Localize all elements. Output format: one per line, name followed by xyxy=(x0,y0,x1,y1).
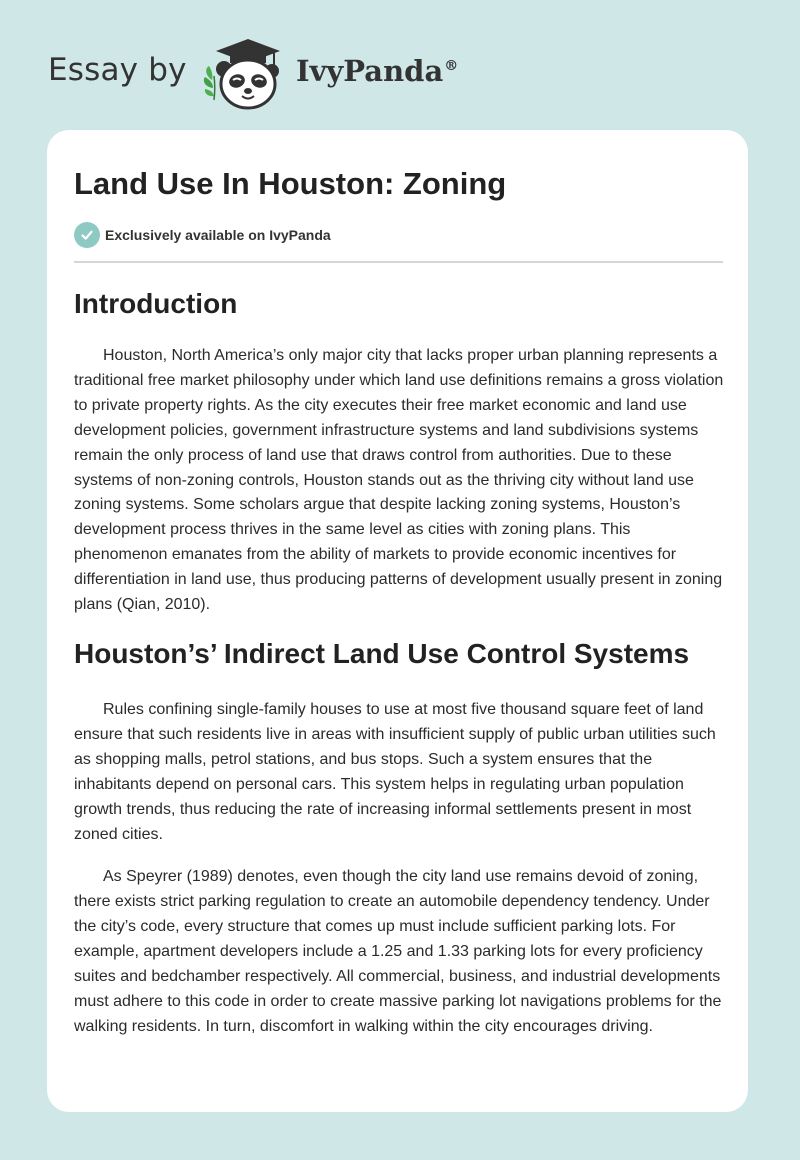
brand-logo-text[interactable] xyxy=(296,54,458,88)
brand-name: IvyPanda xyxy=(296,54,444,88)
exclusive-badge xyxy=(74,222,331,248)
paragraph: Rules confining single-family houses to use at most five thousand square feet of land ensure that such residents live in areas with insufficient supply of public urban utilities such as shopping malls, petrol stations, and bus stops. Such a system ensures that the inhabitants depend on personal cars. This system helps in regulating urban population growth trends, thus reducing the rate of increasing informal settlements present in most zoned cities. xyxy=(74,700,716,843)
divider xyxy=(74,261,723,263)
section-heading-indirect-land-use: Houston’s’ Indirect Land Use Control Systems xyxy=(74,637,690,669)
site-header xyxy=(0,0,800,130)
registered-mark: ® xyxy=(444,58,459,75)
page-title: Land Use In Houston: Zoning xyxy=(74,166,507,201)
section-heading-introduction: Introduction xyxy=(74,288,238,319)
essay-by-label: Essay by xyxy=(48,52,187,88)
badge-text: Exclusively available on IvyPanda xyxy=(105,227,331,243)
paragraph: Houston, North America’s only major city that lacks proper urban planning represents a traditional free market philosophy under which land use definitions remains a gross violation to private property rights. As the city executes their free market economic and land use development policies, government infrastructure systems and land subdivisions systems remain the only process of land use that draws control from authorities. Due to these systems of non-zoning controls, Houston stands out as the thriving city without land use zoning systems. Some scholars argue that despite lacking zoning systems, Houston’s development process thrives in the same level as cities with zoning plans. This phenomenon emanates from the ability of markets to provide economic incentives for differentiation in land use, thus producing patterns of development usually present in zoning plans (Qian, 2010). xyxy=(74,347,724,614)
paragraph: As Speyrer (1989) denotes, even though the city land use remains devoid of zoning, there exists strict parking regulation to create an automobile dependency tendency. Under the city’s code, every structure that comes up must include sufficient parking lots. For example, apartment developers include a 1.25 and 1.33 parking lots for every proficiency suites and bedchamber respectively. All commercial, business, and industrial developments must adhere to this code in order to create massive parking lot navigations problems for the walking residents. In turn, discomfort in walking within the city encourages driving. xyxy=(74,868,722,1035)
essay-body xyxy=(74,282,726,1040)
check-icon xyxy=(74,222,100,248)
panda-logo-icon[interactable] xyxy=(200,36,292,110)
